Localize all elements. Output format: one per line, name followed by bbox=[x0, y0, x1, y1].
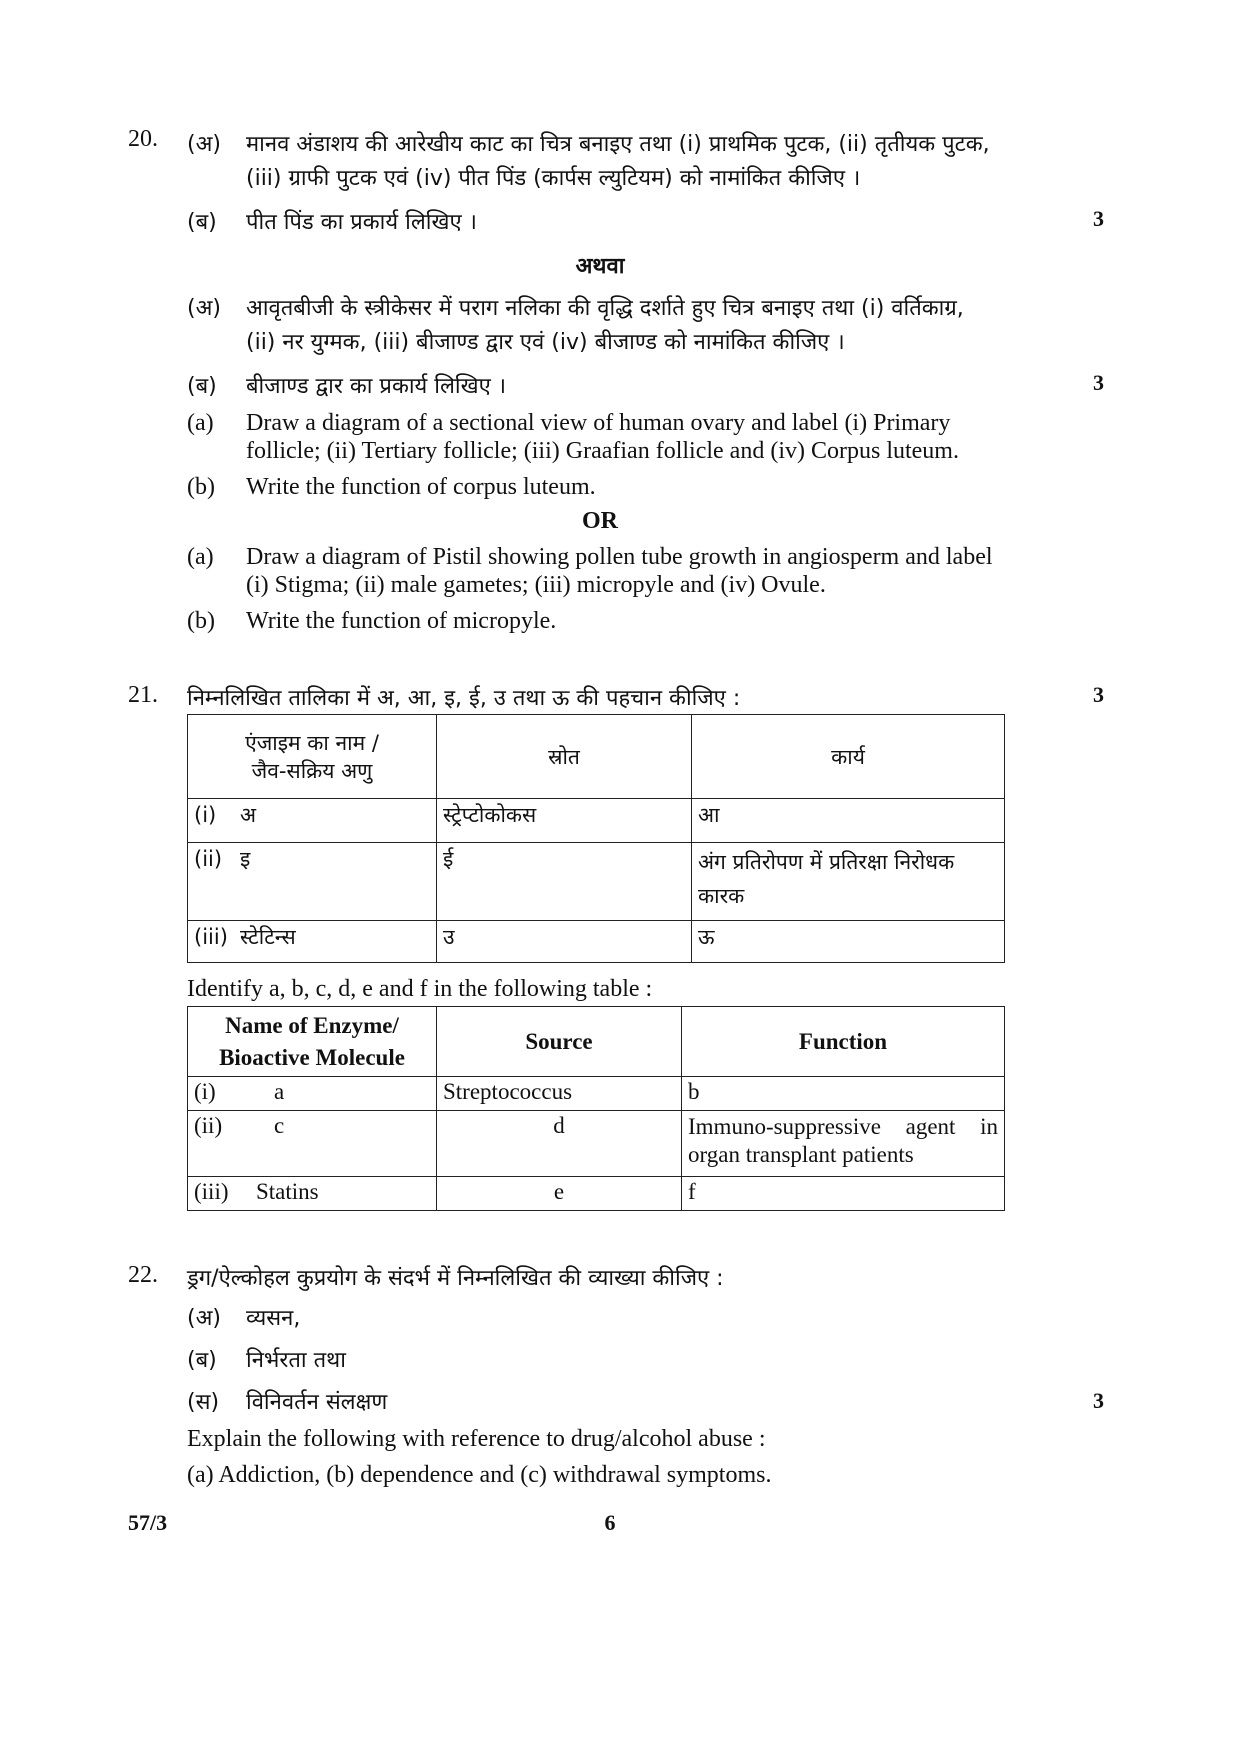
table-cell bbox=[188, 1077, 437, 1111]
table-cell bbox=[188, 843, 437, 921]
row-index: (i) bbox=[194, 1079, 216, 1104]
question-number: 20. bbox=[128, 126, 158, 152]
question-text: पीत पिंड का प्रकार्य लिखिए । bbox=[246, 210, 477, 235]
cell-value: c bbox=[274, 1113, 285, 1138]
question-number: 21. bbox=[128, 682, 158, 708]
table-row bbox=[188, 1111, 1005, 1177]
row-index: (ii) bbox=[194, 1113, 223, 1138]
question-text: व्यसन, bbox=[246, 1306, 301, 1331]
sub-label: (अ) bbox=[187, 1306, 221, 1331]
table-cell: आ bbox=[692, 799, 1005, 843]
question-text: (ii) नर युग्मक, (iii) बीजाण्ड द्वार एवं (iv) बीजाण्ड को नामांकित कीजिए । bbox=[246, 330, 845, 355]
sub-label: (ब) bbox=[187, 1348, 217, 1373]
table-cell bbox=[188, 799, 437, 843]
marks: 3 bbox=[1093, 1388, 1104, 1413]
row-index: (ii) bbox=[194, 847, 223, 871]
marks: 3 bbox=[1093, 206, 1104, 231]
header-text: Name of Enzyme/ bbox=[225, 1012, 399, 1038]
table-header-cell: Function bbox=[682, 1007, 1005, 1077]
question-text: आवृतबीजी के स्त्रीकेसर में पराग नलिका की वृद्धि दर्शाते हुए चित्र बनाइए तथा (i) वर्तिकाग्र, bbox=[246, 296, 964, 321]
question-text: (a) Addiction, (b) dependence and (c) withdrawal symptoms. bbox=[187, 1462, 772, 1488]
marks: 3 bbox=[1093, 682, 1104, 707]
table-cell: अंग प्रतिरोपण में प्रतिरक्षा निरोधक कारक bbox=[692, 843, 1005, 921]
cell-value: स्टेटिन्स bbox=[240, 925, 296, 949]
question-number: 22. bbox=[128, 1262, 158, 1288]
or-divider: OR bbox=[582, 508, 618, 534]
table-header-row bbox=[188, 1007, 1005, 1077]
question-text: बीजाण्ड द्वार का प्रकार्य लिखिए । bbox=[246, 374, 507, 399]
marks: 3 bbox=[1093, 370, 1104, 395]
cell-value: अ bbox=[240, 803, 257, 827]
header-text: जैव-सक्रिय अणु bbox=[251, 758, 373, 783]
question-text: Write the function of micropyle. bbox=[246, 608, 557, 634]
table-header-cell: कार्य bbox=[692, 715, 1005, 799]
table-cell: e bbox=[437, 1177, 682, 1211]
question-text: Identify a, b, c, d, e and f in the following table : bbox=[187, 976, 653, 1002]
table-row bbox=[188, 1077, 1005, 1111]
question-text: Write the function of corpus luteum. bbox=[246, 474, 596, 500]
question-text: Explain the following with reference to drug/alcohol abuse : bbox=[187, 1426, 766, 1452]
cell-value: a bbox=[274, 1079, 285, 1104]
question-text: मानव अंडाशय की आरेखीय काट का चित्र बनाइए तथा (i) प्राथमिक पुटक, (ii) तृतीयक पुटक, bbox=[246, 132, 990, 157]
question-text: ड्रग/ऐल्कोहल कुप्रयोग के संदर्भ में निम्नलिखित की व्याख्या कीजिए : bbox=[187, 1266, 724, 1291]
sub-label: (ब) bbox=[187, 374, 217, 399]
cell-value: इ bbox=[240, 847, 251, 871]
header-text: एंजाइम का नाम / bbox=[245, 730, 379, 755]
or-divider: अथवा bbox=[575, 254, 625, 279]
question-text: Draw a diagram of Pistil showing pollen tube growth in angiosperm and label bbox=[246, 544, 993, 570]
table-cell: स्ट्रेप्टोकोकस bbox=[437, 799, 692, 843]
table-header-cell: स्रोत bbox=[437, 715, 692, 799]
question-text: Draw a diagram of a sectional view of human ovary and label (i) Primary bbox=[246, 410, 951, 436]
sub-label: (a) bbox=[187, 410, 214, 436]
row-index: (i) bbox=[194, 803, 217, 827]
sub-label: (a) bbox=[187, 544, 214, 570]
question-text: follicle; (ii) Tertiary follicle; (iii) Graafian follicle and (iv) Corpus luteum. bbox=[246, 438, 959, 464]
cell-value: Statins bbox=[256, 1179, 319, 1204]
sub-label: (b) bbox=[187, 474, 215, 500]
table-cell: d bbox=[437, 1111, 682, 1177]
question-text: विनिवर्तन संलक्षण bbox=[246, 1390, 388, 1415]
sub-label: (अ) bbox=[187, 132, 221, 157]
table-header-cell: Source bbox=[437, 1007, 682, 1077]
english-table bbox=[187, 1006, 1005, 1211]
table-header-cell bbox=[188, 715, 437, 799]
table-cell: ऊ bbox=[692, 921, 1005, 963]
sub-label: (स) bbox=[187, 1390, 220, 1415]
table-header-cell bbox=[188, 1007, 437, 1077]
table-cell bbox=[188, 1111, 437, 1177]
row-index: (iii) bbox=[194, 925, 228, 949]
sub-label: (b) bbox=[187, 608, 215, 634]
table-cell: उ bbox=[437, 921, 692, 963]
header-text: Bioactive Molecule bbox=[219, 1044, 405, 1070]
page-number: 6 bbox=[604, 1510, 616, 1535]
question-text: (i) Stigma; (ii) male gametes; (iii) micropyle and (iv) Ovule. bbox=[246, 572, 826, 598]
table-row bbox=[188, 1177, 1005, 1211]
question-text: (iii) ग्राफी पुटक एवं (iv) पीत पिंड (कार्पस ल्युटियम) को नामांकित कीजिए । bbox=[246, 166, 861, 191]
paper-code: 57/3 bbox=[128, 1510, 168, 1535]
row-index: (iii) bbox=[194, 1179, 229, 1204]
table-row bbox=[188, 921, 1005, 963]
table-cell: f bbox=[682, 1177, 1005, 1211]
table-cell: Immuno-suppressive agent in organ transplant patients bbox=[682, 1111, 1005, 1177]
sub-label: (ब) bbox=[187, 210, 217, 235]
table-cell bbox=[188, 921, 437, 963]
table-row bbox=[188, 843, 1005, 921]
table-cell: b bbox=[682, 1077, 1005, 1111]
hindi-table bbox=[187, 714, 1005, 963]
question-text: निम्नलिखित तालिका में अ, आ, इ, ई, उ तथा ऊ की पहचान कीजिए : bbox=[187, 686, 741, 711]
table-row bbox=[188, 799, 1005, 843]
table-cell: Streptococcus bbox=[437, 1077, 682, 1111]
sub-label: (अ) bbox=[187, 296, 221, 321]
table-header-row bbox=[188, 715, 1005, 799]
table-cell bbox=[188, 1177, 437, 1211]
table-cell: ई bbox=[437, 843, 692, 921]
question-text: निर्भरता तथा bbox=[246, 1348, 346, 1373]
